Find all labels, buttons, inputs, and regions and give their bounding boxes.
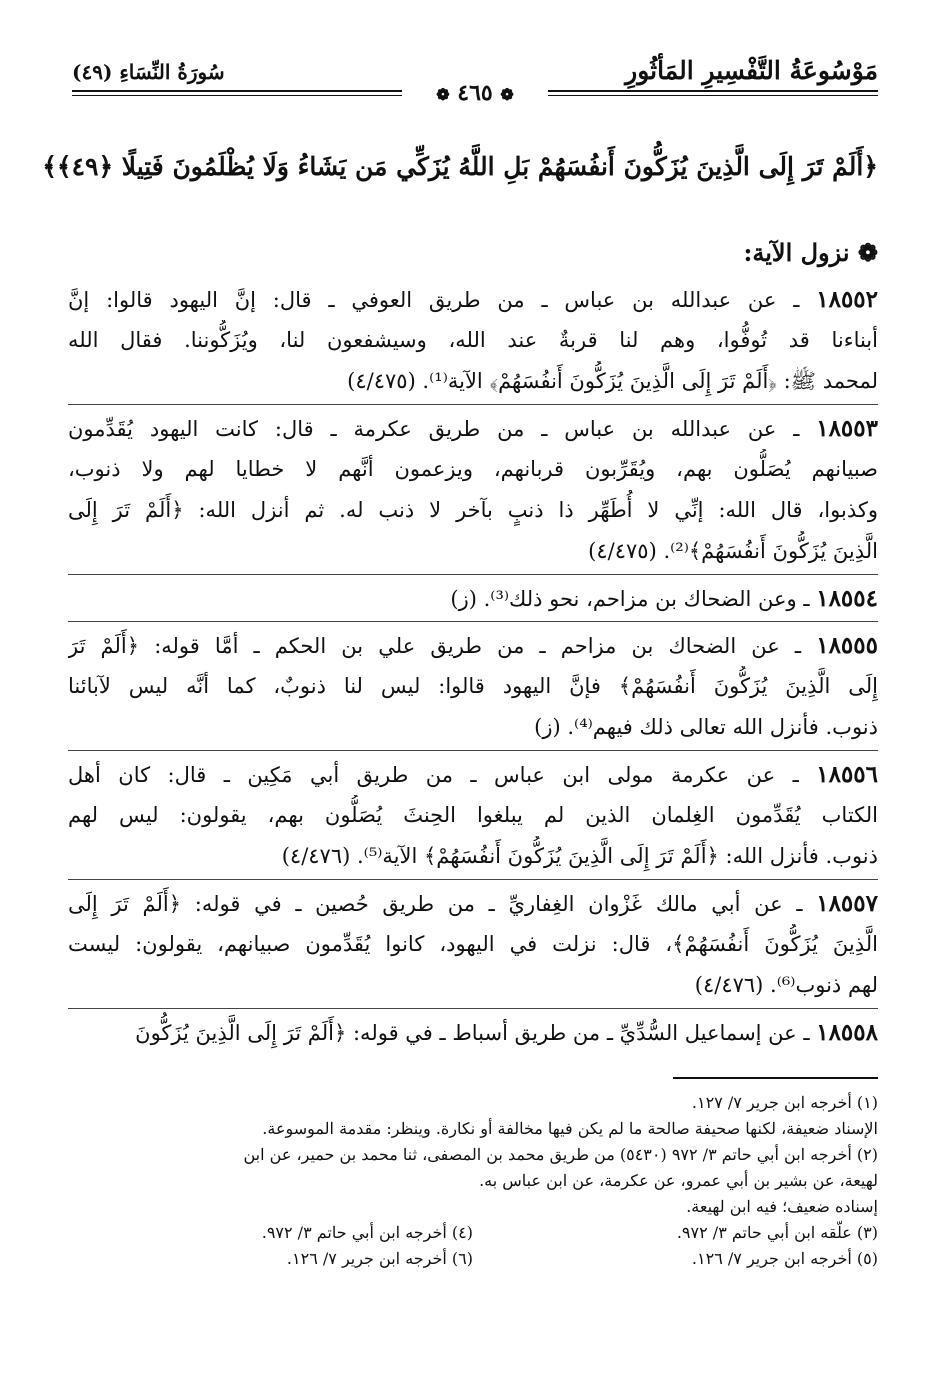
footnote-line: إسناده ضعيف؛ فيه ابن لهيعة. bbox=[686, 1197, 878, 1216]
narration-text: ـ عن عبدالله بن عباس ـ من طريق العوفي ـ قال: إنَّ اليهود قالوا: إنَّ bbox=[68, 288, 800, 312]
footnote-separator bbox=[673, 1077, 878, 1079]
narration-text: الَّذِينَ يُزَكُّونَ أَنفُسَهُمْ﴾⁽²⁾. (٤/٤٧٥) bbox=[588, 539, 878, 563]
text-line bbox=[68, 449, 878, 490]
text-line bbox=[68, 965, 878, 1006]
footnotes-right-column bbox=[473, 1220, 878, 1272]
footnotes-columns bbox=[68, 1220, 878, 1272]
page-number-box bbox=[402, 80, 548, 106]
narration-text: ذنوب. فأنزل الله: ﴿أَلَمْ تَرَ إِلَى الَّذِينَ يُزَكُّونَ أَنفُسَهُمْ﴾ الآية⁽⁵⁾. (٤/٤٧٦) bbox=[281, 844, 878, 868]
narration-text: ـ عن عكرمة مولى ابن عباس ـ من طريق أبي مَكِين ـ قال: كان أهل bbox=[68, 763, 799, 787]
footnotes-full-width bbox=[68, 1090, 878, 1220]
narrations-list bbox=[68, 276, 878, 1055]
ornament-icon: ❁ bbox=[436, 85, 450, 104]
text-line bbox=[68, 531, 878, 572]
footnotes bbox=[68, 1090, 878, 1272]
text-line bbox=[68, 924, 878, 965]
narration-text: الكتاب يُقَدِّمون الغِلمان الذين لم يبلغوا الحِنثَ يُصَلُّون بهم، يقولون: ليس لهم bbox=[68, 803, 878, 827]
text-line bbox=[68, 836, 878, 877]
narration-text: الَّذِينَ يُزَكُّونَ أَنفُسَهُمْ﴾، قال: نزلت في اليهود، كانوا يُقَدِّمون صبيانهم، يقولون: ليست bbox=[68, 932, 878, 956]
surah-label: سُورَةُ النِّسَاءِ (٤٩) bbox=[72, 60, 225, 84]
footnote-line: الإسناد ضعيفة، لكنها صحيفة صالحة ما لم يكن فيها مخالفة أو نكارة. وينظر: مقدمة الموسوعة. bbox=[262, 1119, 878, 1138]
text-line bbox=[68, 578, 878, 619]
narration-text: وكذبوا، قال الله: إنِّي لا أُطَهِّر ذا ذنبٍ بآخر لا ذنب له. ثم أنزل الله: ﴿أَلَمْ تَرَ إِلَى bbox=[68, 498, 878, 522]
book-title: مَوْسُوعَةُ التَّفْسِيرِ المَأثُورِ bbox=[625, 56, 878, 85]
footnote-line: (٣) علّقه ابن أبي حاتم ٣/ ٩٧٢. bbox=[676, 1223, 878, 1242]
narration-entry bbox=[68, 880, 878, 1009]
narration-text: صبيانهم يُصَلُّون بهم، ويُقَرِّبون قربانهم، ويزعمون أنَّهم لا خطايا لهم ولا ذنوب، bbox=[68, 457, 878, 481]
footnote-line: (٥) أخرجه ابن جرير ٧/ ١٢٦. bbox=[691, 1249, 878, 1268]
narration-entry bbox=[68, 622, 878, 751]
text-line bbox=[68, 320, 878, 361]
page-header bbox=[72, 52, 878, 112]
footnotes-left-column bbox=[68, 1220, 473, 1272]
narration-text: ذنوب. فأنزل الله تعالى ذلك فيهم⁽⁴⁾. (ز) bbox=[534, 715, 878, 739]
text-line bbox=[68, 625, 878, 666]
narration-text: لمحمد ﷺ: ﴿أَلَمْ تَرَ إِلَى الَّذِينَ يُزَكُّونَ أَنفُسَهُمْ﴾ الآية⁽¹⁾. (٤/٤٧٥) bbox=[347, 369, 878, 393]
narration-text: لهم ذنوب⁽⁶⁾. (٤/٤٧٦) bbox=[694, 973, 878, 997]
narration-number: ١٨٥٥٢ bbox=[816, 286, 878, 313]
page-number: ٤٦٥ bbox=[457, 80, 493, 106]
footnote-line: (٢) أخرجه ابن أبي حاتم ٣/ ٩٧٢ (٥٤٣٠) من طريق محمد بن المصفى، ثنا محمد بن حمير، عن ابن bbox=[243, 1145, 878, 1164]
narration-text: أبناءنا قد تُوفُّوا، وهم لنا قربةٌ عند الله، وسيشفعون لنا، ويُزَكُّوننا. فقال الله bbox=[68, 328, 878, 352]
narration-number: ١٨٥٥٥ bbox=[816, 632, 878, 659]
text-line bbox=[68, 795, 878, 836]
footnote-line: (٤) أخرجه ابن أبي حاتم ٣/ ٩٧٢. bbox=[261, 1223, 473, 1242]
text-line bbox=[68, 666, 878, 707]
text-line bbox=[68, 1012, 878, 1053]
narration-entry bbox=[68, 1009, 878, 1055]
text-line bbox=[68, 490, 878, 531]
narration-entry bbox=[68, 276, 878, 405]
ornament-icon: ❁ bbox=[500, 85, 514, 104]
narration-text: ـ عن الضحاك بن مزاحم ـ من طريق علي بن الحكم ـ أمَّا قوله: ﴿أَلَمْ تَرَ bbox=[68, 634, 802, 658]
narration-text: ـ عن أبي مالك غَزْوان الغِفاريِّ ـ من طريق حُصين ـ في قوله: ﴿أَلَمْ تَرَ إِلَى bbox=[68, 892, 803, 916]
text-line bbox=[68, 408, 878, 449]
footnote-line: (٦) أخرجه ابن جرير ٧/ ١٢٦. bbox=[286, 1249, 473, 1268]
narration-number: ١٨٥٥٧ bbox=[816, 890, 878, 917]
text-line bbox=[68, 883, 878, 924]
quran-verse: ﴿أَلَمْ تَرَ إِلَى الَّذِينَ يُزَكُّونَ أَنفُسَهُمْ بَلِ اللَّهُ يُزَكِّي مَن يَشَاءُ وَلَا يُظْلَمُونَ فَتِيلًا ﴿٤٩﴾﴾ bbox=[42, 152, 878, 181]
text-line bbox=[68, 707, 878, 748]
narration-number: ١٨٥٥٦ bbox=[816, 761, 878, 788]
footnote-line: (١) أخرجه ابن جرير ٧/ ١٢٧. bbox=[691, 1093, 878, 1112]
footnote-line: لهيعة، عن بشير بن أبي عمرو، عن عكرمة، عن ابن عباس به. bbox=[479, 1171, 878, 1190]
narration-entry bbox=[68, 575, 878, 622]
narration-entry bbox=[68, 751, 878, 880]
narration-text: إِلَى الَّذِينَ يُزَكُّونَ أَنفُسَهُمْ﴾ فإنَّ اليهود قالوا: ليس لنا ذنوبٌ، كما أنَّه ليس لآبائنا bbox=[68, 674, 878, 698]
narration-entry bbox=[68, 405, 878, 575]
narration-text: ـ وعن الضحاك بن مزاحم، نحو ذلك⁽³⁾. (ز) bbox=[450, 587, 810, 611]
section-title: ❁ نزول الآية: bbox=[743, 238, 878, 267]
text-line bbox=[68, 279, 878, 320]
narration-number: ١٨٥٥٨ bbox=[816, 1019, 878, 1046]
narration-text: ـ عن إسماعيل السُّدِّيِّ ـ من طريق أسباط ـ في قوله: ﴿أَلَمْ تَرَ إِلَى الَّذِينَ يُزَكُّونَ bbox=[135, 1021, 810, 1045]
narration-text: ـ عن عبدالله بن عباس ـ من طريق عكرمة ـ قال: كانت اليهود يُقَدِّمون bbox=[68, 417, 800, 441]
text-line bbox=[68, 361, 878, 402]
narration-number: ١٨٥٥٤ bbox=[816, 585, 878, 612]
text-line bbox=[68, 754, 878, 795]
narration-number: ١٨٥٥٣ bbox=[816, 415, 878, 442]
